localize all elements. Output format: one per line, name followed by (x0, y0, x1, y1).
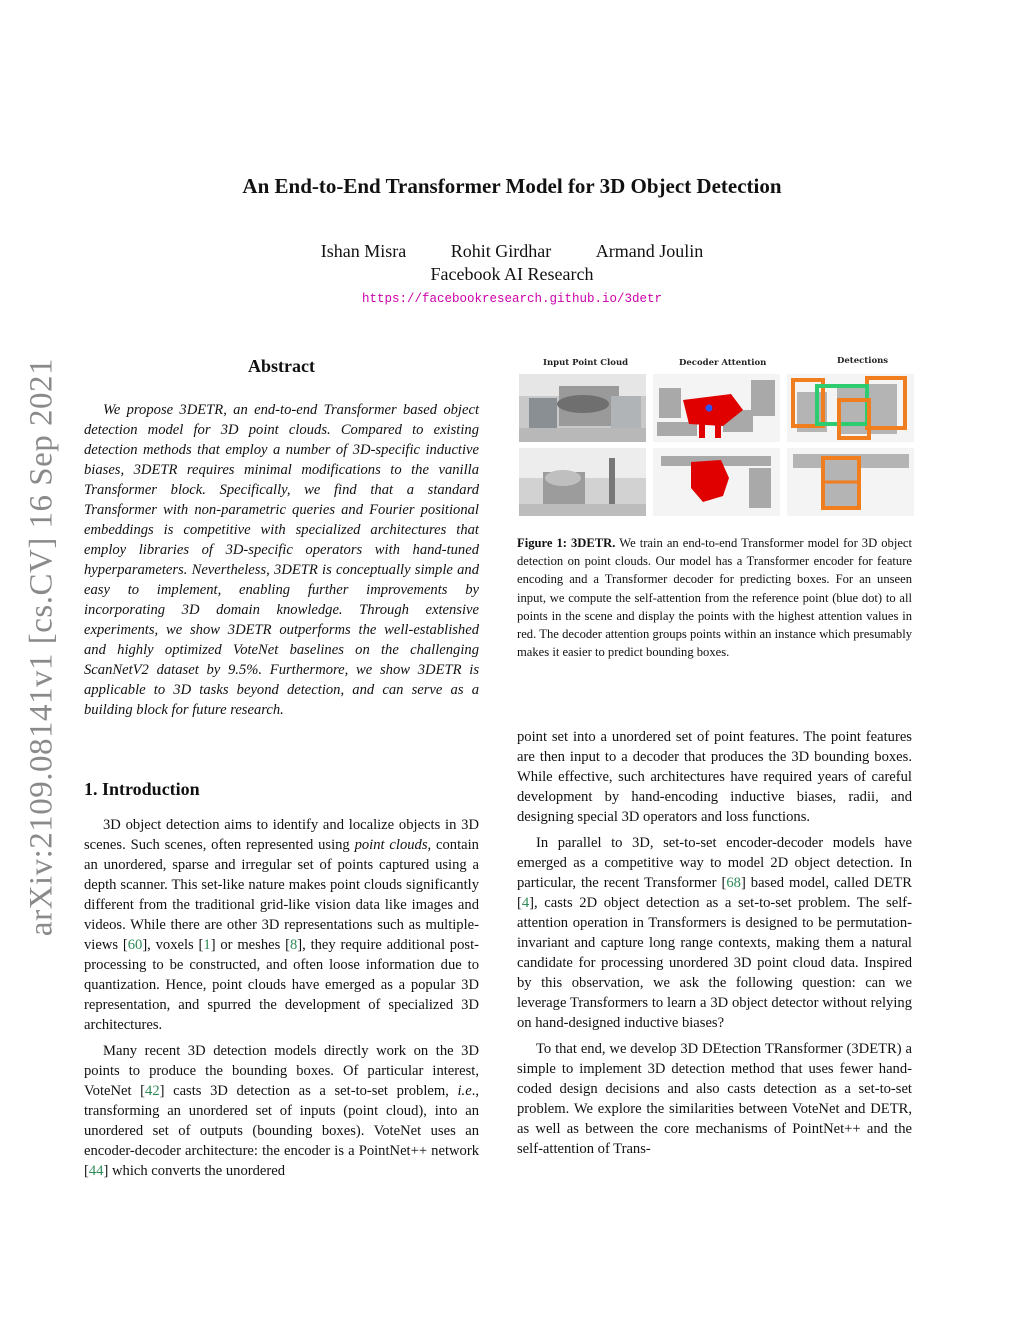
intro-heading: 1. Introduction (84, 779, 200, 799)
citation-link[interactable]: 1 (203, 937, 211, 953)
citation-link[interactable]: 60 (127, 937, 143, 953)
right-column-body (517, 727, 912, 1165)
arxiv-id: arXiv:2109.08141v1 [cs.CV] 16 Sep 2021 (23, 357, 60, 937)
label-input-point-cloud: Input Point Cloud (543, 358, 629, 368)
citation-link[interactable]: 42 (145, 1083, 160, 1099)
right-paragraph-2: In parallel to 3D, set-to-set encoder-decoder models have emerged as a competitive way to model 2D object detection. In particular, the recent Transformer [68] based model, called DETR [4], casts 2D object detection as a set-to-set problem. The self-attention operation in Transformers is designed to be permutation-invariant and capture long range contexts, making them a natural candidate for processing unordered 3D point cloud data. Inspired by this observation, we ask the following question: can we leverage Transformers to learn a 3D object detector without relying on hand-designed inductive biases? (517, 835, 912, 1031)
right-paragraph-1: point set into a unordered set of point features. The point features are then input to a decoder that produces the 3D bounding boxes. While effective, such architectures have required years of careful development by hand-encoding inductive biases, radii, and designing special 3D operators and loss functions. (517, 729, 912, 825)
detections-image-1 (787, 374, 914, 442)
input-point-cloud-image-2 (519, 448, 646, 516)
caption-label: Figure 1: 3DETR. (517, 536, 616, 550)
paper-title: An End-to-End Transformer Model for 3D Object Detection (242, 174, 782, 198)
citation-link[interactable]: 8 (289, 937, 298, 953)
abstract-heading: Abstract (248, 356, 315, 376)
right-paragraph-3: To that end, we develop 3D DEtection TRansformer (3DETR) a simple to implement 3D detection method that uses fewer hand-coded design decisions and also casts detection as a set-to-set problem. We explore the similarities between VoteNet and DETR, as well as between the core mechanisms of PointNet++ and the self-attention of Trans- (517, 1041, 912, 1157)
citation-link[interactable]: 44 (88, 1163, 104, 1179)
author-list (0, 241, 1024, 262)
intro-paragraph-1: 3D object detection aims to identify and localize objects in 3D scenes. Such scenes, often represented using point clouds, contain an unordered, sparse and irregular set of points captured using a depth scanner. This set-like nature makes point clouds significantly different from the traditional grid-like vision data like images and videos. While there are other 3D representations such as multiple-views [60], voxels [1] or meshes [8], they require additional post-processing to be constructed, and often loose information due to quantization. Hence, point clouds have emerged as a popular 3D representation, and spurred the development of specialized 3D architectures. (84, 817, 479, 1033)
input-point-cloud-image-1 (519, 374, 646, 442)
intro-body (84, 815, 479, 1187)
figure-1 (517, 356, 912, 522)
label-decoder-attention: Decoder Attention (679, 358, 767, 368)
author-1: Ishan Misra (320, 241, 407, 261)
citation-link[interactable]: 68 (726, 875, 741, 891)
abstract-text: We propose 3DETR, an end-to-end Transformer based object detection model for 3D point clouds. Compared to existing detection methods that employ a number of 3D-specific inductive biases, 3DETR requires minimal modifications to the vanilla Transformer block. Specifically, we find that a standard Transformer with non-parametric queries and Fourier positional embeddings is competitive with specialized architectures that employ libraries of 3D-specific operators with hand-tuned hyperparameters. Nevertheless, 3DETR is conceptually simple and easy to implement, enabling further improvements by incorporating 3D domain knowledge. Through extensive experiments, we show 3DETR outperforms the well-established and highly optimized VoteNet baselines on the challenging ScanNetV2 dataset by 9.5%. Furthermore, we show 3DETR is applicable to 3D tasks beyond detection, and can serve as a building block for future research. (84, 402, 479, 718)
affiliation: Facebook AI Research (430, 264, 594, 284)
decoder-attention-image-2 (653, 448, 780, 516)
caption-text: We train an end-to-end Transformer model for 3D object detection on point clouds. Our model has a Transformer encoder for feature encoding and a Transformer decoder for predicting boxes. For an unseen input, we compute the self-attention from the reference point (blue dot) to all points in the scene and display the points with the highest attention values in red. The decoder attention groups points within an instance which presumably makes it easier to predict bounding boxes. (517, 536, 912, 660)
project-url-link[interactable]: https://facebookresearch.github.io/3detr (361, 292, 663, 306)
arxiv-stamp (22, 352, 62, 942)
figure-1-caption (517, 534, 912, 661)
author-3: Armand Joulin (595, 241, 704, 261)
citation-link[interactable]: 4 (521, 895, 530, 911)
decoder-attention-image-1 (653, 374, 780, 442)
label-detections: Detections (837, 356, 889, 366)
intro-paragraph-2: Many recent 3D detection models directly work on the 3D points to produce the bounding boxes. Of particular interest, VoteNet [42] casts 3D detection as a set-to-set problem, i.e., transforming an unordered set of inputs (point cloud), into an unordered set of outputs (bounding boxes). VoteNet uses an encoder-decoder architecture: the encoder is a PointNet++ network [44] which converts the unordered (84, 1043, 479, 1179)
author-2: Rohit Girdhar (450, 241, 552, 261)
detections-image-2 (787, 448, 914, 516)
